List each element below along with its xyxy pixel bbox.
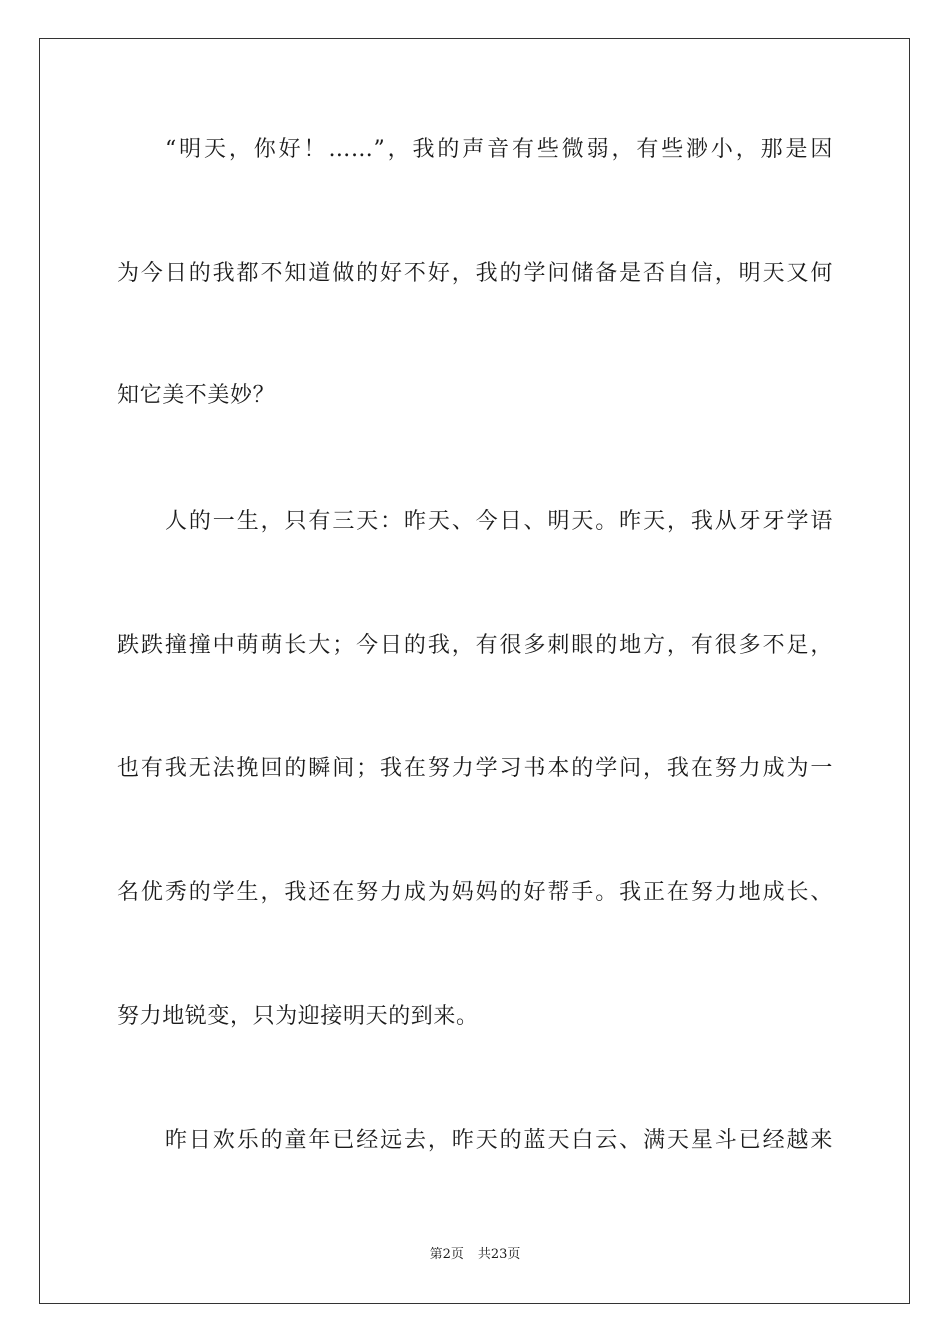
text-line: 人的一生，只有三天：昨天、今日、明天。昨天，我从牙牙学语 (165, 509, 833, 534)
text-line: 努力地锐变，只为迎接明天的到来。 (117, 1004, 479, 1029)
page-number: 第2页 (429, 1247, 464, 1262)
page-border (39, 38, 910, 1304)
text-line: 名优秀的学生，我还在努力成为妈妈的好帮手。我正在努力地成长、 (117, 880, 833, 905)
text-line: 跌跌撞撞中萌萌长大；今日的我，有很多刺眼的地方，有很多不足， (117, 633, 833, 658)
text-line: 为今日的我都不知道做的好不好，我的学问储备是否自信，明天又何 (117, 261, 833, 286)
text-line: 也有我无法挽回的瞬间；我在努力学习书本的学问，我在努力成为一 (117, 756, 833, 781)
text-line: 知它美不美妙？ (117, 383, 276, 408)
page-footer (0, 1246, 950, 1264)
text-line: 昨日欢乐的童年已经远去，昨天的蓝天白云、满天星斗已经越来 (165, 1128, 833, 1153)
page-total: 共23页 (477, 1247, 521, 1262)
text-line: “明天，你好！……”，我的声音有些微弱，有些渺小，那是因 (165, 137, 833, 162)
